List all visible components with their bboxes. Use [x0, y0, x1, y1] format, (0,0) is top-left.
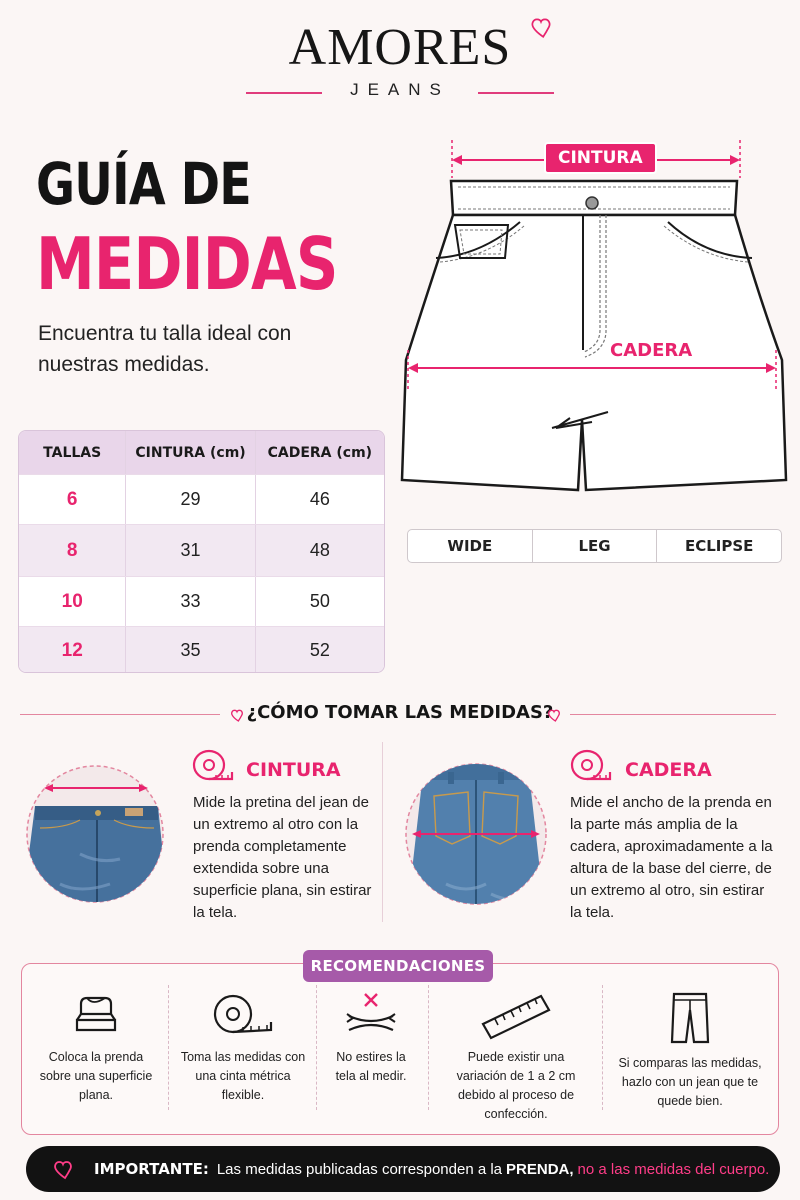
important-bold-text: PRENDA, — [506, 1160, 574, 1178]
fit-leg: LEG — [532, 530, 657, 562]
divider — [428, 985, 429, 1110]
table-row — [19, 577, 384, 627]
section-line-right — [570, 714, 776, 715]
jeans-icon — [668, 990, 712, 1046]
step-cintura-text: Mide la pretina del jean de un extremo al otro con la prenda completamente extendida sobre una superficie plana, sin estirar la tela. — [193, 794, 372, 921]
cadera-cell: 50 — [255, 577, 384, 626]
rec-text: Toma las medidas con una cinta métrica flexible. — [180, 1050, 306, 1102]
rec-item — [32, 990, 160, 1105]
rec-item — [612, 990, 768, 1111]
important-bar — [26, 1146, 780, 1192]
heart-icon — [50, 1157, 76, 1181]
recommendations-title: RECOMENDACIONES — [303, 950, 493, 982]
rec-item — [326, 990, 416, 1086]
step-cintura-title: CINTURA — [246, 759, 341, 781]
important-label: IMPORTANTE: — [94, 1160, 209, 1178]
size-cell: 6 — [66, 488, 78, 510]
cintura-cell: 29 — [125, 475, 254, 524]
folded-clothes-icon — [71, 990, 121, 1040]
table-header-cell: CADERA (cm) — [255, 431, 384, 474]
size-cell: 8 — [66, 539, 78, 561]
jeans-back-photo — [396, 744, 556, 924]
divider — [382, 742, 383, 922]
divider — [168, 985, 169, 1110]
page-title-line1: GUÍA DE — [36, 150, 251, 218]
divider — [602, 985, 603, 1110]
rec-text: Puede existir una variación de 1 a 2 cm debido al proceso de confección. — [456, 1050, 576, 1121]
divider — [316, 985, 317, 1110]
size-table — [18, 430, 385, 673]
size-cell: 12 — [61, 639, 83, 661]
table-row — [19, 627, 384, 673]
shorts-diagram — [398, 140, 790, 520]
table-row — [19, 475, 384, 525]
cadera-cell: 52 — [255, 627, 384, 673]
heart-icon — [528, 14, 554, 40]
no-stretch-icon — [343, 990, 399, 1040]
jeans-front-photo — [20, 744, 170, 924]
rec-item — [442, 990, 590, 1124]
heart-icon — [546, 707, 562, 723]
tape-measure-icon — [570, 748, 614, 782]
size-cell: 10 — [61, 590, 83, 612]
ruler-icon — [479, 990, 553, 1040]
cadera-cell: 46 — [255, 475, 384, 524]
table-header-cell: TALLAS — [43, 444, 102, 461]
cadera-cell: 48 — [255, 525, 384, 576]
tape-measure-icon — [207, 990, 279, 1040]
important-text: Las medidas publicadas corresponden a la — [216, 1160, 503, 1178]
table-header-row — [19, 431, 384, 475]
cintura-cell: 35 — [125, 627, 254, 673]
cintura-cell: 33 — [125, 577, 254, 626]
rec-item — [180, 990, 306, 1105]
cintura-tag: CINTURA — [544, 142, 657, 174]
cintura-cell: 31 — [125, 525, 254, 576]
logo-line-right — [478, 92, 554, 94]
fit-wide: WIDE — [447, 537, 493, 555]
important-highlight-text: no a las medidas del cuerpo. — [577, 1160, 770, 1178]
cadera-label: CADERA — [610, 340, 693, 361]
rec-text: Si comparas las medidas, hazlo con un jean que te quede bien. — [618, 1056, 762, 1108]
rec-text: Coloca la prenda sobre una superficie plana. — [39, 1050, 153, 1102]
brand-sub-text: JEANS — [350, 80, 450, 99]
table-row — [19, 525, 384, 577]
brand-logo-text: AMORES — [288, 19, 512, 76]
rec-text: No estires la tela al medir. — [335, 1050, 407, 1083]
fit-selector — [407, 529, 782, 563]
step-cadera-title: CADERA — [625, 759, 712, 781]
page-subtitle: Encuentra tu talla ideal con nuestras medidas. — [38, 322, 292, 376]
step-cadera-text: Mide el ancho de la prenda en la parte más amplia de la cadera, aproximadamente a la altura de la base del cierre, de un extremo al otro, sin estirar la tela. — [570, 794, 773, 921]
page-title-line2: MEDIDAS — [36, 222, 338, 306]
how-to-title: ¿CÓMO TOMAR LAS MEDIDAS? — [246, 702, 554, 723]
table-header-cell: CINTURA (cm) — [125, 431, 254, 474]
tape-measure-icon — [192, 748, 236, 782]
fit-eclipse: ECLIPSE — [656, 530, 781, 562]
